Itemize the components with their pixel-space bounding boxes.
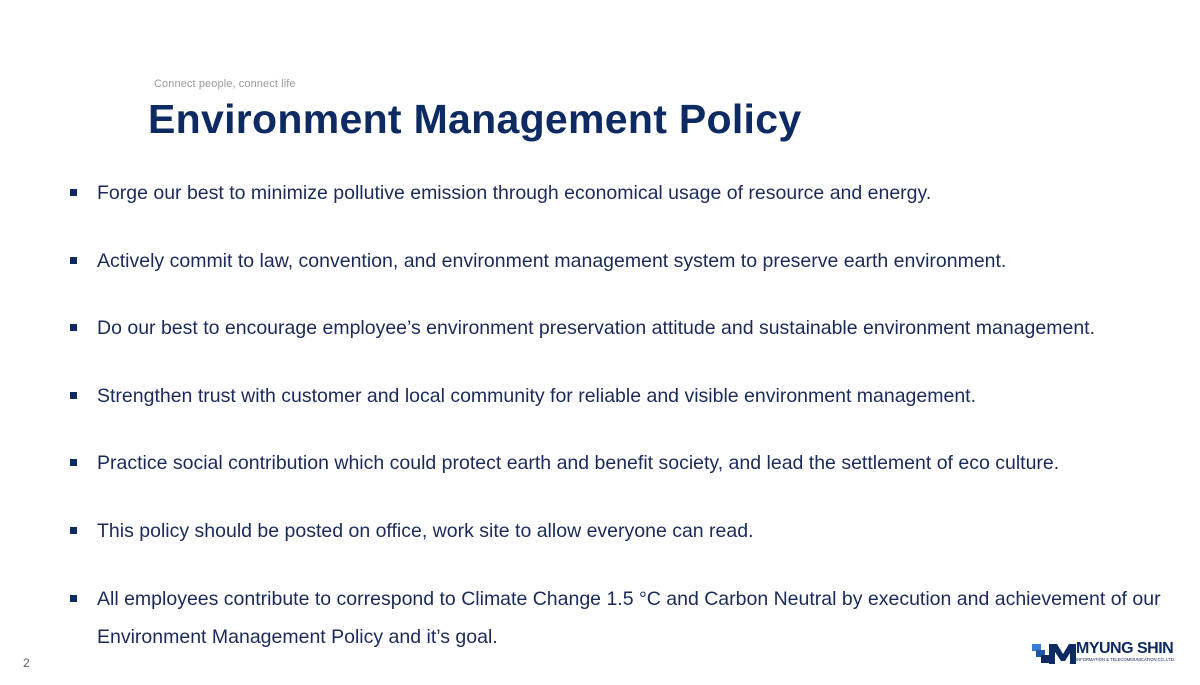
list-item	[66, 444, 1186, 482]
square-bullet-icon	[70, 257, 77, 264]
logo-name: MYUNG SHIN	[1076, 640, 1174, 657]
policy-text: Forge our best to minimize pollutive emission through economical usage of resource and energy.	[97, 182, 932, 204]
tagline: Connect people, connect life	[154, 78, 296, 90]
logo-subtitle: INFORMATION & TELECOMMUNICATION CO.,LTD.	[1076, 657, 1176, 662]
policy-text: Practice social contribution which could protect earth and benefit society, and lead the settlement of eco culture.	[97, 452, 1060, 475]
list-item	[66, 309, 1186, 347]
square-bullet-icon	[70, 595, 77, 602]
policy-list	[66, 174, 1186, 685]
myungshin-logo-icon	[1032, 642, 1076, 664]
list-item	[66, 580, 1186, 656]
square-bullet-icon	[70, 459, 77, 466]
policy-text: Strengthen trust with customer and local community for reliable and visible environment management.	[97, 384, 977, 407]
company-logo	[1032, 640, 1192, 666]
page-number: 2	[23, 656, 30, 670]
policy-text: Do our best to encourage employee’s environment preservation attitude and sustainable environment management.	[97, 317, 1095, 340]
list-item	[66, 174, 1186, 212]
policy-text: Actively commit to law, convention, and environment management system to preserve earth environment.	[97, 249, 1007, 272]
list-item	[66, 512, 1186, 550]
page-title: Environment Management Policy	[148, 96, 802, 142]
square-bullet-icon	[70, 189, 77, 196]
policy-text: All employees contribute to correspond to Climate Change 1.5 °C and Carbon Neutral by execution and achievement of our Environment Management Policy and it’s goal.	[97, 587, 1161, 648]
list-item	[66, 242, 1186, 280]
square-bullet-icon	[70, 392, 77, 399]
square-bullet-icon	[70, 527, 77, 534]
square-bullet-icon	[70, 324, 77, 331]
list-item	[66, 377, 1186, 415]
policy-text: This policy should be posted on office, work site to allow everyone can read.	[97, 519, 754, 542]
